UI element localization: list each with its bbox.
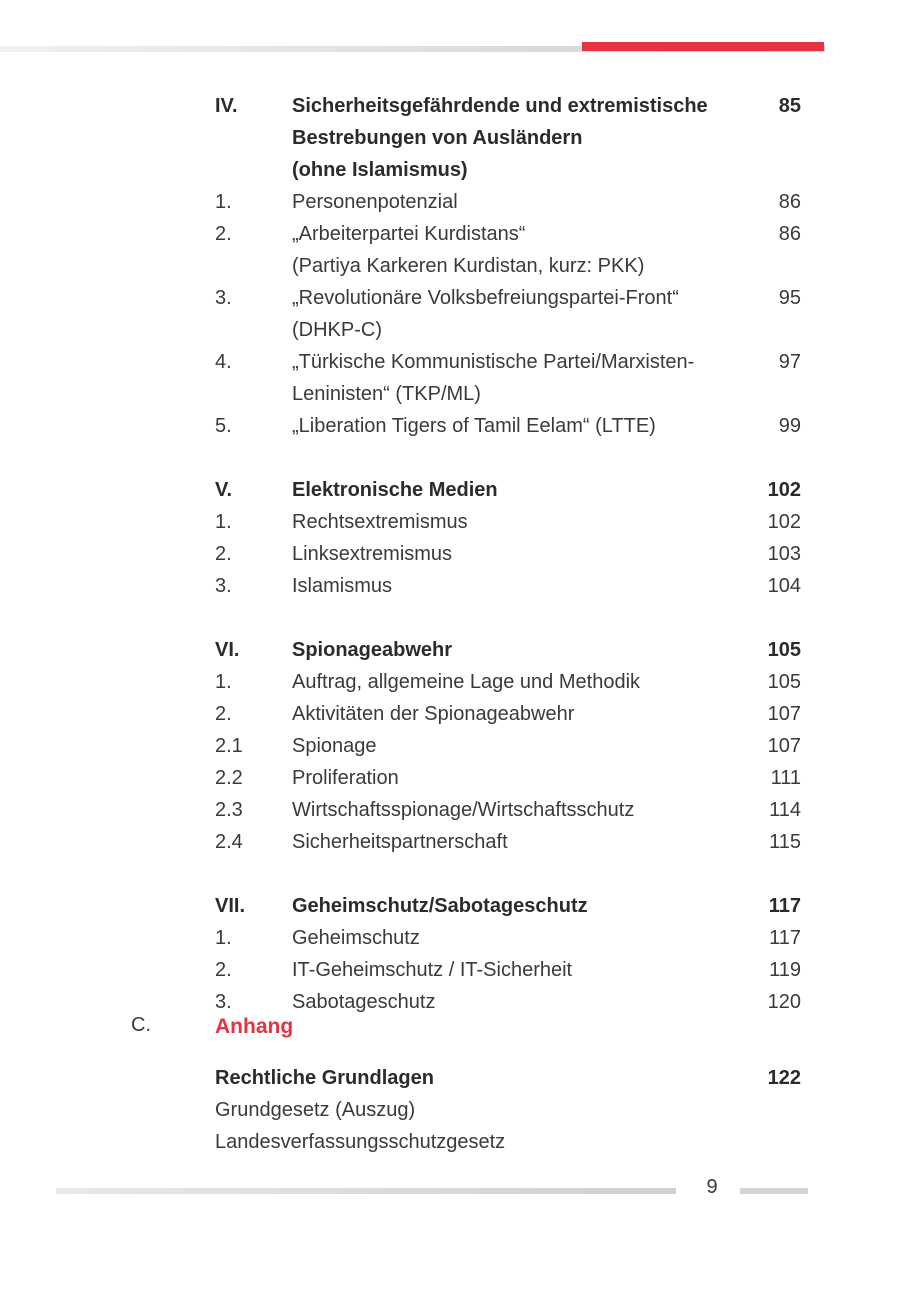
toc-title-line: Spionageabwehr	[292, 639, 453, 661]
bottom-rule	[740, 1188, 808, 1194]
toc-title-line: Geheimschutz/Sabotageschutz	[292, 895, 588, 917]
toc-title-line: Sabotageschutz	[292, 991, 436, 1013]
toc-title	[292, 826, 762, 858]
appendix-line: Grundgesetz (Auszug)	[215, 1099, 416, 1121]
toc-title	[292, 666, 762, 698]
toc-title	[292, 954, 762, 986]
toc-title-line: Leninisten“ (TKP/ML)	[292, 383, 481, 405]
toc-number: 1.	[215, 671, 232, 693]
toc-title	[292, 346, 762, 410]
toc-title	[292, 890, 762, 922]
accent-bar	[582, 42, 824, 51]
toc-number: 4.	[215, 351, 232, 373]
toc-title	[292, 762, 762, 794]
toc-title	[292, 538, 762, 570]
toc-title-line: Geheimschutz	[292, 927, 420, 949]
toc-number: 3.	[215, 991, 232, 1013]
toc-title	[292, 90, 762, 186]
toc-title-line: (DHKP-C)	[292, 319, 382, 341]
toc-title	[292, 922, 762, 954]
toc-title-line: Bestrebungen von Ausländern	[292, 127, 583, 149]
toc-page-number: 107	[767, 735, 801, 757]
toc-title	[292, 186, 762, 218]
toc-title	[292, 570, 762, 602]
toc-title-line: Spionage	[292, 735, 377, 757]
toc-number: 5.	[215, 415, 232, 437]
appendix-heading-page: 122	[767, 1067, 801, 1089]
toc-title-line: Sicherheitspartnerschaft	[292, 831, 508, 853]
toc-title-line: Proliferation	[292, 767, 399, 789]
appendix-heading: Rechtliche Grundlagen	[215, 1067, 434, 1089]
toc-number: 3.	[215, 575, 232, 597]
toc-number: 3.	[215, 287, 232, 309]
toc-number: 1.	[215, 191, 232, 213]
toc-title	[292, 730, 762, 762]
toc-title	[292, 634, 762, 666]
toc-number: V.	[215, 479, 233, 501]
toc-title-line: (Partiya Karkeren Kurdistan, kurz: PKK)	[292, 255, 645, 277]
page-number: 9	[706, 1176, 718, 1198]
toc-page-number: 105	[767, 671, 801, 693]
toc-page-number: 115	[769, 831, 801, 853]
toc-page-number: 107	[767, 703, 801, 725]
toc-title-line: „Arbeiterpartei Kurdistans“	[292, 223, 526, 245]
toc-page-number: 111	[770, 767, 801, 789]
toc-number: VII.	[215, 895, 246, 917]
toc-number: 2.	[215, 959, 232, 981]
toc-number: 2.	[215, 543, 232, 565]
toc-title-line: Wirtschaftsspionage/Wirtschaftsschutz	[292, 799, 635, 821]
toc-title	[292, 986, 762, 1018]
appendix-title: Anhang	[215, 1015, 294, 1038]
toc-page-number: 105	[767, 639, 801, 661]
toc-page-number: 103	[767, 543, 801, 565]
toc-title	[292, 698, 762, 730]
toc-title-line: Elektronische Medien	[292, 479, 498, 501]
toc-page-number: 117	[769, 927, 801, 949]
toc-page-number: 102	[767, 479, 801, 501]
toc-title-line: Personenpotenzial	[292, 191, 458, 213]
toc-title-line: (ohne Islamismus)	[292, 159, 468, 181]
toc-title	[292, 282, 762, 346]
toc-title-line: IT-Geheimschutz / IT-Sicherheit	[292, 959, 573, 981]
toc-page-number: 119	[769, 959, 801, 981]
toc-page-number: 85	[778, 95, 801, 117]
toc-number: IV.	[215, 95, 238, 117]
toc-title	[292, 794, 762, 826]
toc-number: 2.3	[215, 799, 243, 821]
toc-title-line: Linksextremismus	[292, 543, 453, 565]
toc-title-line: Islamismus	[292, 575, 393, 597]
toc-page-number: 120	[767, 991, 801, 1013]
toc-number: 1.	[215, 927, 232, 949]
toc-page-number: 95	[778, 287, 801, 309]
toc-page-number: 86	[778, 223, 801, 245]
toc-title-line: „Türkische Kommunistische Partei/Marxisten-	[292, 351, 695, 373]
toc-number: 2.4	[215, 831, 243, 853]
toc-title-line: Sicherheitsgefährdende und extremistische	[292, 95, 708, 117]
toc-title	[292, 474, 762, 506]
toc-title-line: Rechtsextremismus	[292, 511, 468, 533]
toc-title	[292, 410, 762, 442]
toc-title	[292, 506, 762, 538]
bottom-rule	[56, 1188, 676, 1194]
toc-page-number: 102	[767, 511, 801, 533]
toc-page-number: 104	[767, 575, 801, 597]
appendix-line: Landesverfassungsschutzgesetz	[215, 1131, 506, 1153]
toc-title-line: „Liberation Tigers of Tamil Eelam“ (LTTE)	[292, 415, 656, 437]
appendix-letter: C.	[131, 1014, 151, 1036]
toc-title	[292, 218, 762, 282]
toc-title-line: Aktivitäten der Spionageabwehr	[292, 703, 575, 725]
toc-page-number: 117	[768, 895, 801, 917]
toc-page-number: 99	[778, 415, 801, 437]
toc-number: 1.	[215, 511, 232, 533]
toc-title-line: „Revolutionäre Volksbefreiungspartei-Front“	[292, 287, 679, 309]
toc-page-number: 97	[778, 351, 801, 373]
toc-number: 2.	[215, 703, 232, 725]
toc-page-number: 86	[778, 191, 801, 213]
toc-number: 2.1	[215, 735, 243, 757]
toc-number: 2.	[215, 223, 232, 245]
toc-number: VI.	[215, 639, 240, 661]
toc-title-line: Auftrag, allgemeine Lage und Methodik	[292, 671, 641, 693]
toc-page-number: 114	[769, 799, 801, 821]
toc-number: 2.2	[215, 767, 243, 789]
